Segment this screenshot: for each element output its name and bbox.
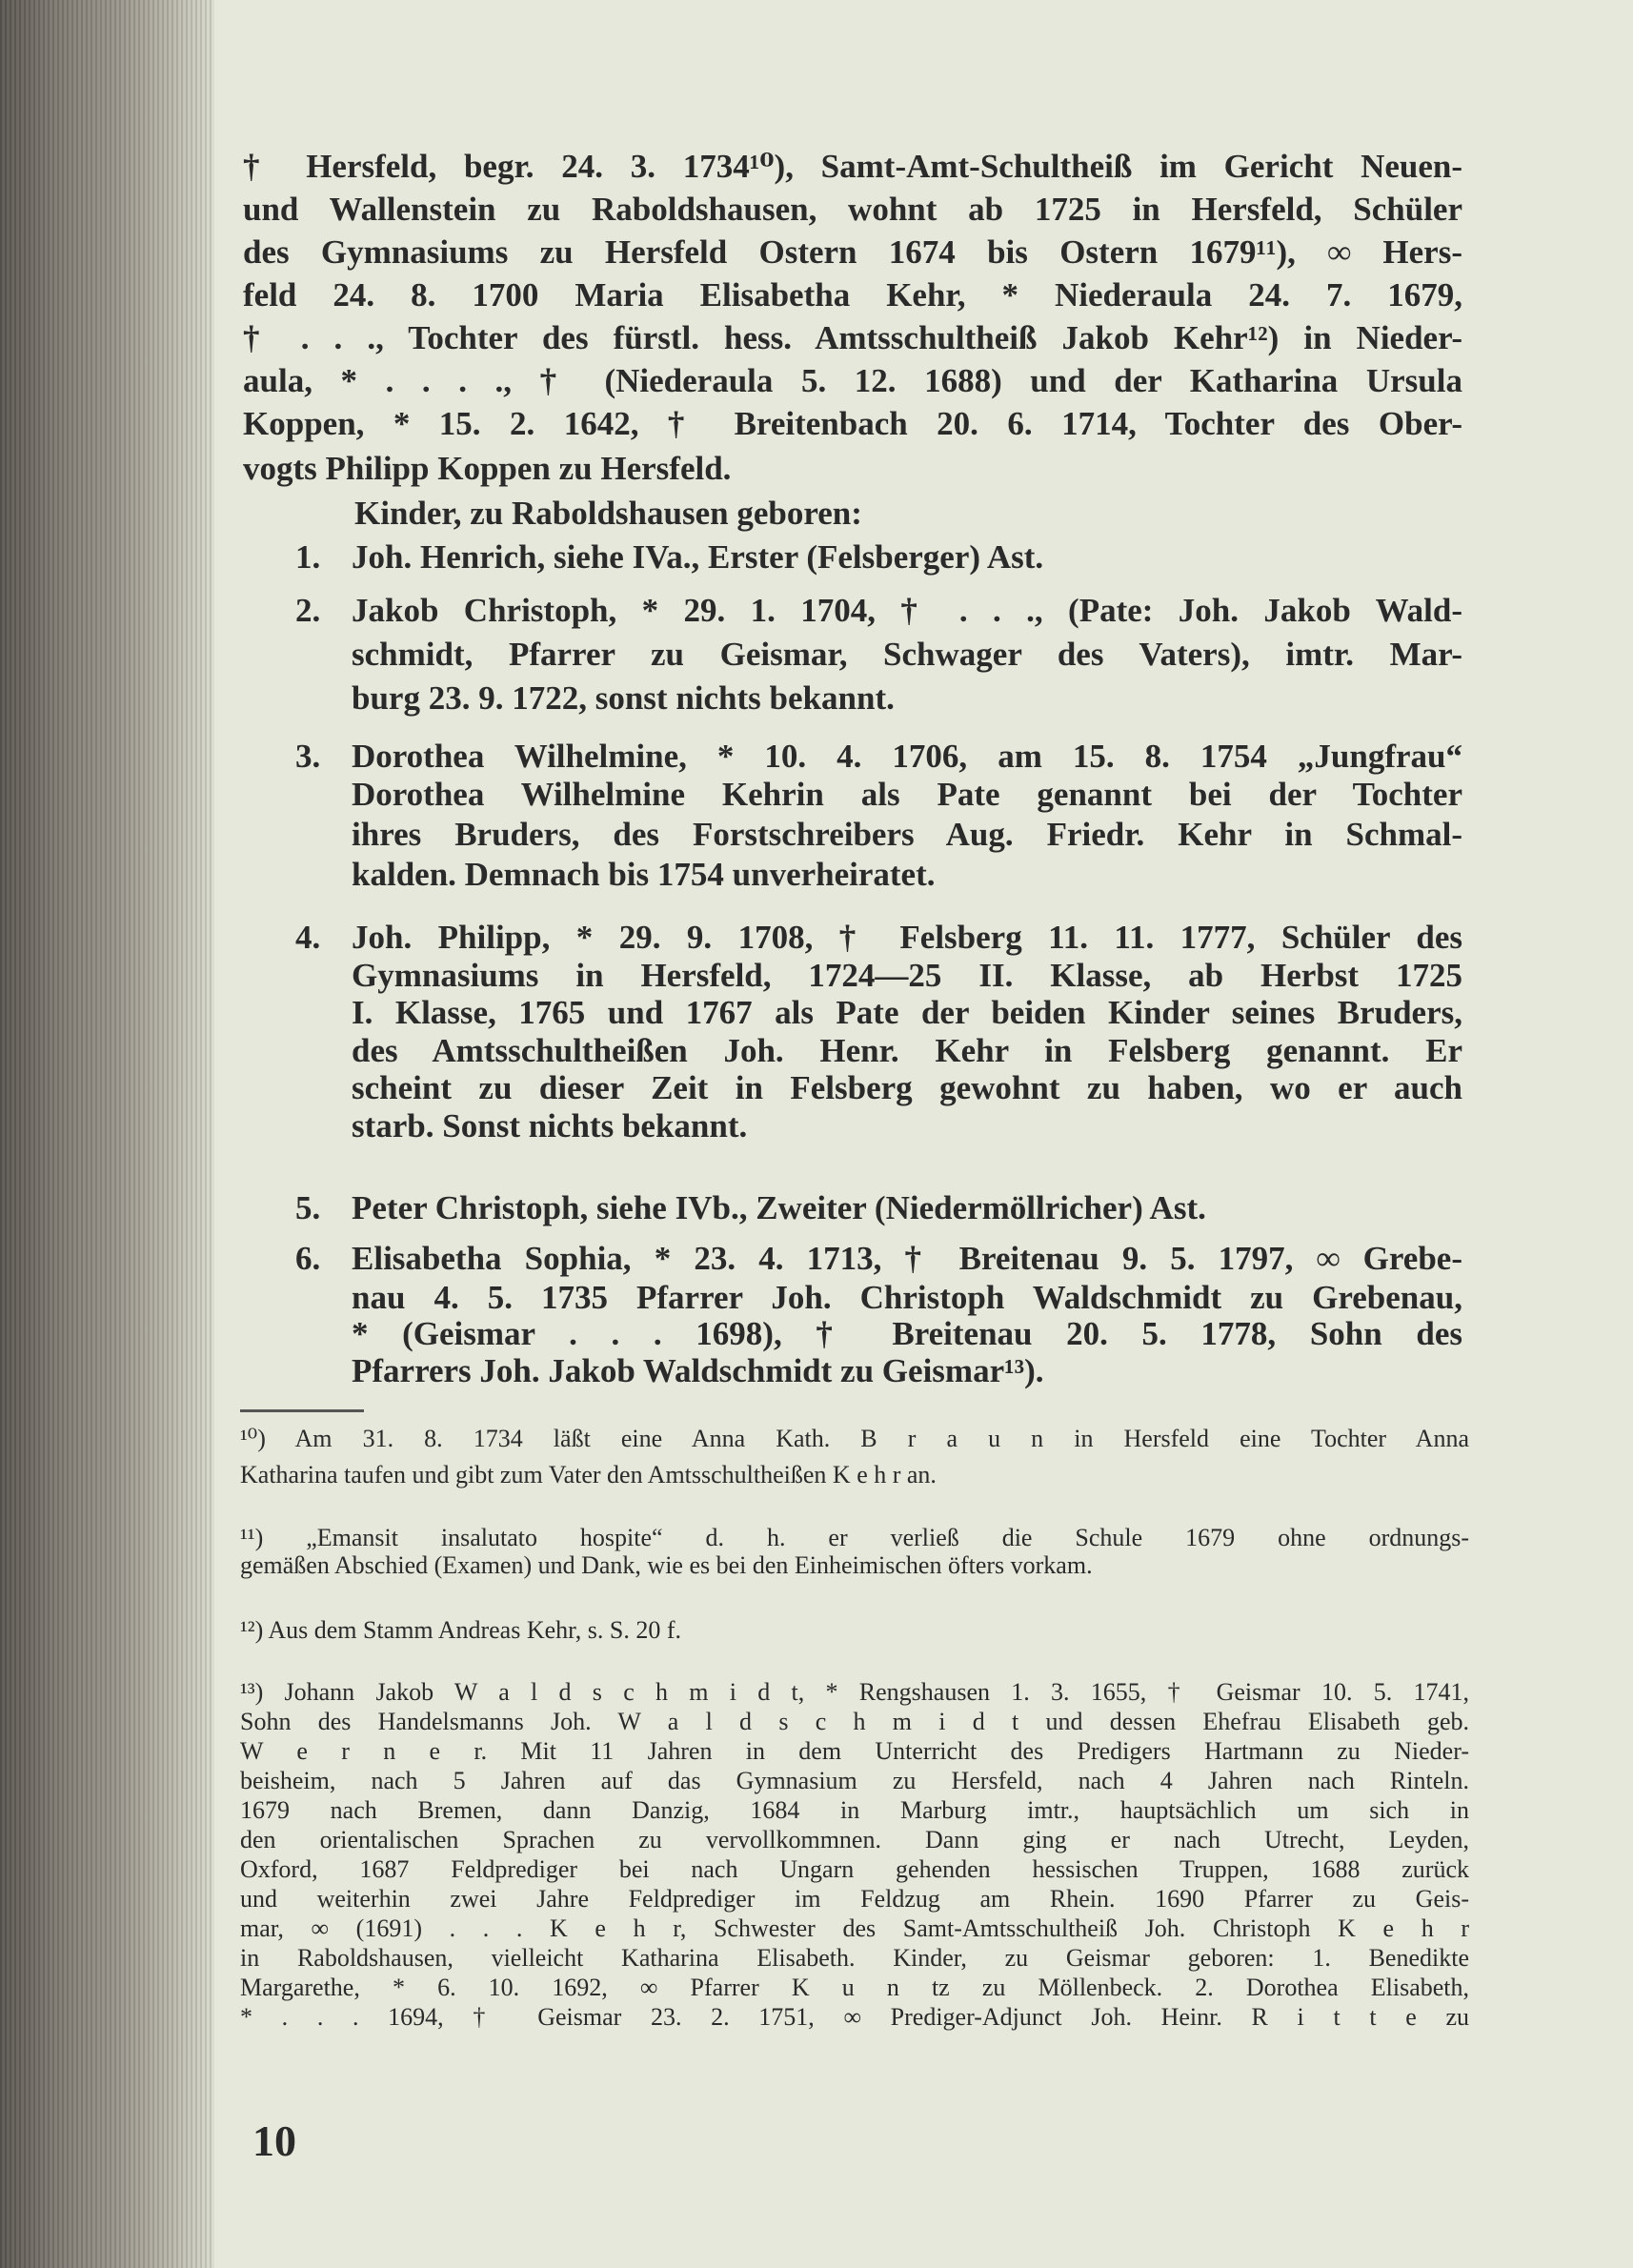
list-item-line: des Amtsschultheißen Joh. Henr. Kehr in Felsberg genannt. Er <box>352 1032 1462 1069</box>
footnote-line: 1679 nach Bremen, dann Danzig, 1684 in Marburg imtr., hauptsächlich um sich in <box>240 1796 1469 1824</box>
list-item-line: kalden. Demnach bis 1754 unverheiratet. <box>352 856 936 893</box>
footnote-line: gemäßen Abschied (Examen) und Dank, wie es bei den Einheimischen öfters vorkam. <box>240 1551 1093 1579</box>
body-text-line: und Wallenstein zu Raboldshausen, wohnt ab 1725 in Hersfeld, Schüler <box>243 191 1462 228</box>
list-item-line: I. Klasse, 1765 und 1767 als Pate der beiden Kinder seines Bruders, <box>352 994 1462 1031</box>
body-text-line: † Hersfeld, begr. 24. 3. 1734¹⁰), Samt-Amt-Schultheiß im Gericht Neuen- <box>243 148 1462 185</box>
footnote-line: ¹¹) „Emansit insalutato hospite“ d. h. er verließ die Schule 1679 ohne ordnungs- <box>240 1524 1469 1551</box>
body-text-line: aula, * . . . ., † (Niederaula 5. 12. 1688) und der Katharina Ursula <box>243 362 1462 399</box>
list-item-line: Jakob Christoph, * 29. 1. 1704, † . . ., (Pate: Joh. Jakob Wald- <box>352 592 1462 629</box>
list-item-number: 3. <box>295 738 321 775</box>
footnote-divider <box>240 1409 364 1412</box>
footnote-line: ¹⁰) Am 31. 8. 1734 läßt eine Anna Kath. B r a u n in Hersfeld eine Tochter Anna <box>240 1425 1469 1452</box>
list-item-line: Dorothea Wilhelmine Kehrin als Pate genannt bei der Tochter <box>352 776 1462 813</box>
list-item-line: starb. Sonst nichts bekannt. <box>352 1107 748 1144</box>
list-item-number: 2. <box>295 592 321 629</box>
children-heading: Kinder, zu Raboldshausen geboren: <box>354 495 862 532</box>
footnote-line: mar, ∞ (1691) . . . K e h r, Schwester des Samt-Amtsschultheiß Joh. Christoph K e h r <box>240 1914 1469 1942</box>
list-item-number: 5. <box>295 1189 321 1226</box>
footnote-line: in Raboldshausen, vielleicht Katharina Elisabeth. Kinder, zu Geismar geboren: 1. Benedikte <box>240 1944 1469 1972</box>
list-item-line: Joh. Philipp, * 29. 9. 1708, † Felsberg 11. 11. 1777, Schüler des <box>352 919 1462 956</box>
page-number: 10 <box>252 2116 296 2165</box>
list-item-line: Elisabetha Sophia, * 23. 4. 1713, † Breitenau 9. 5. 1797, ∞ Grebe- <box>352 1240 1462 1277</box>
body-text-line: vogts Philipp Koppen zu Hersfeld. <box>243 450 732 487</box>
body-text-line: † . . ., Tochter des fürstl. hess. Amtsschultheiß Jakob Kehr¹²) in Nieder- <box>243 319 1462 356</box>
list-item-line: nau 4. 5. 1735 Pfarrer Joh. Christoph Waldschmidt zu Grebenau, <box>352 1279 1462 1316</box>
list-item-line: burg 23. 9. 1722, sonst nichts bekannt. <box>352 679 895 717</box>
list-item-line: ihres Bruders, des Forstschreibers Aug. Friedr. Kehr in Schmal- <box>352 816 1462 853</box>
list-item-line: Peter Christoph, siehe IVb., Zweiter (Niedermöllricher) Ast. <box>352 1189 1206 1226</box>
list-item-line: Joh. Henrich, siehe IVa., Erster (Felsberger) Ast. <box>352 538 1044 576</box>
footnote-line: Margarethe, * 6. 10. 1692, ∞ Pfarrer K u n tz zu Möllenbeck. 2. Dorothea Elisabeth, <box>240 1974 1469 2001</box>
list-item-line: * (Geismar . . . 1698), † Breitenau 20. 5. 1778, Sohn des <box>352 1315 1462 1352</box>
body-text-line: Koppen, * 15. 2. 1642, † Breitenbach 20. 6. 1714, Tochter des Ober- <box>243 405 1462 442</box>
list-item-line: Pfarrers Joh. Jakob Waldschmidt zu Geismar¹³). <box>352 1352 1044 1389</box>
footnote-line: * . . . 1694, † Geismar 23. 2. 1751, ∞ Prediger-Adjunct Joh. Heinr. R i t t e zu <box>240 2003 1469 2031</box>
footnote-line: und weiterhin zwei Jahre Feldprediger im Feldzug am Rhein. 1690 Pfarrer zu Geis- <box>240 1885 1469 1913</box>
footnote-line: Sohn des Handelsmanns Joh. W a l d s c h m i d t und dessen Ehefrau Elisabeth geb. <box>240 1708 1469 1735</box>
footnote-line: den orientalischen Sprachen zu vervollkommnen. Dann ging er nach Utrecht, Leyden, <box>240 1826 1469 1853</box>
list-item-line: scheint zu dieser Zeit in Felsberg gewohnt zu haben, wo er auch <box>352 1069 1462 1106</box>
footnote-line: ¹³) Johann Jakob W a l d s c h m i d t, * Rengshausen 1. 3. 1655, † Geismar 10. 5. 1741, <box>240 1678 1469 1706</box>
footnote-line: W e r n e r. Mit 11 Jahren in dem Unterricht des Predigers Hartmann zu Nieder- <box>240 1737 1469 1765</box>
list-item-number: 4. <box>295 919 321 956</box>
list-item-number: 1. <box>295 538 321 576</box>
body-text-line: des Gymnasiums zu Hersfeld Ostern 1674 bis Ostern 1679¹¹), ∞ Hers- <box>243 233 1462 271</box>
page-stack-edge <box>0 0 214 2268</box>
footnote-line: beisheim, nach 5 Jahren auf das Gymnasium zu Hersfeld, nach 4 Jahren nach Rinteln. <box>240 1767 1469 1794</box>
list-item-number: 6. <box>295 1240 321 1277</box>
list-item-line: schmidt, Pfarrer zu Geismar, Schwager des Vaters), imtr. Mar- <box>352 636 1462 673</box>
footnote-line: Oxford, 1687 Feldprediger bei nach Ungarn gehenden hessischen Truppen, 1688 zurück <box>240 1855 1469 1883</box>
list-item-line: Gymnasiums in Hersfeld, 1724—25 II. Klasse, ab Herbst 1725 <box>352 957 1462 994</box>
footnote-line: ¹²) Aus dem Stamm Andreas Kehr, s. S. 20 f. <box>240 1616 682 1644</box>
body-text-line: feld 24. 8. 1700 Maria Elisabetha Kehr, * Niederaula 24. 7. 1679, <box>243 276 1462 314</box>
list-item-line: Dorothea Wilhelmine, * 10. 4. 1706, am 15. 8. 1754 „Jungfrau“ <box>352 738 1462 775</box>
footnote-line: Katharina taufen und gibt zum Vater den Amtsschultheißen K e h r an. <box>240 1461 937 1488</box>
